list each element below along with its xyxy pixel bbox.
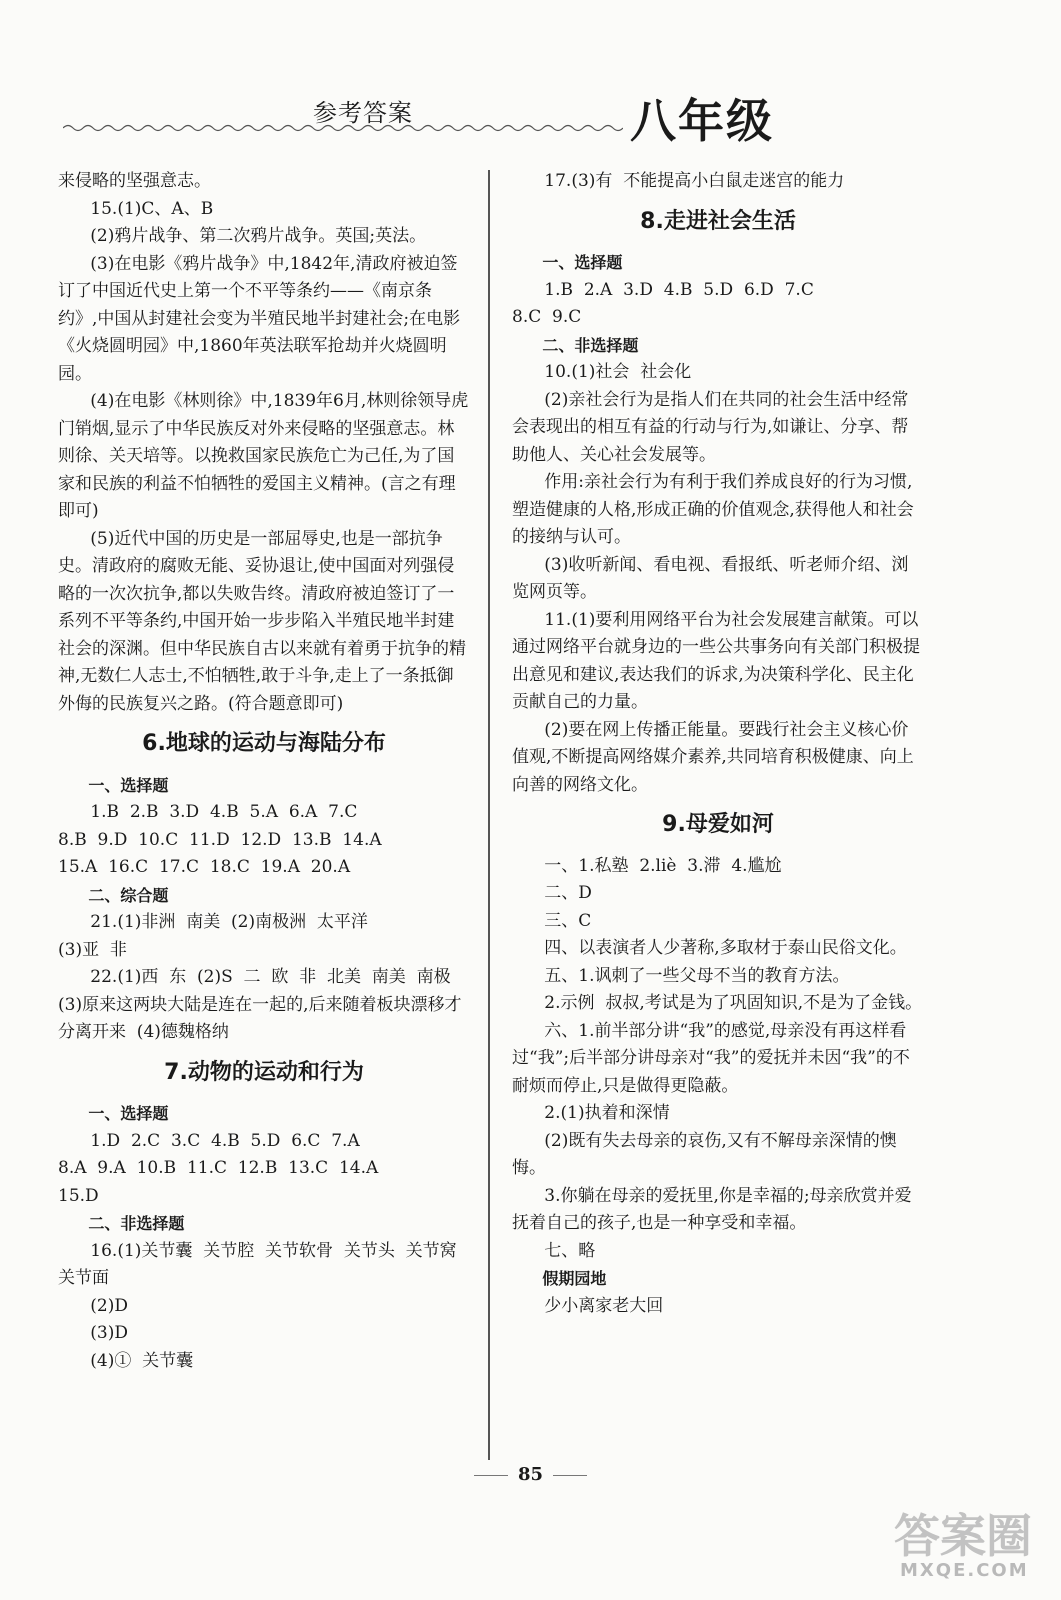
answer-line: 1.B 2.A 3.D 4.B 5.D 6.D 7.C xyxy=(544,279,814,300)
subsection-heading: 一、选择题 xyxy=(542,253,623,272)
answer-line: 10.(1)社会 社会化 xyxy=(544,362,692,382)
answer-line: 1.D 2.C 3.C 4.B 5.D 6.C 7.A xyxy=(90,1130,360,1151)
page-number-text: 85 xyxy=(517,1464,544,1485)
subsection-heading: 二、综合题 xyxy=(88,885,169,905)
answer-line: 8.B 9.D 10.C 11.D 12.D 13.B 14.A xyxy=(58,829,382,850)
answer-paragraph: (3)在电影《鸦片战争》中,1842年,清政府被迫签订了中国近代史上第一个不平等条约——《南京条约》,中国从封建社会变为半殖民地半封建社会;在电影《火烧圆明园》中,1860年英法联军抢劫并火烧圆明园。 xyxy=(58,253,461,384)
column-divider xyxy=(488,170,490,1460)
page-number-dash xyxy=(553,1475,587,1476)
section-title: 9.母爱如河 xyxy=(662,812,774,837)
page-header xyxy=(55,85,1005,155)
subsection-heading: 一、选择题 xyxy=(88,1104,169,1123)
subsection-heading: 二、非选择题 xyxy=(88,1214,185,1233)
section-title: 7.动物的运动和行为 xyxy=(164,1059,364,1085)
answer-line: (2)鸦片战争、第二次鸦片战争。英国;英法。 xyxy=(90,226,427,246)
answer-line: (2)D xyxy=(90,1295,129,1316)
answer-line: 8.A 9.A 10.B 11.C 12.B 13.C 14.A xyxy=(58,1158,379,1178)
answer-line: 8.C 9.C xyxy=(512,307,582,327)
answer-line: 少小离家老大回 xyxy=(544,1295,664,1316)
right-column xyxy=(512,168,924,1320)
answer-line: 2.(1)执着和深情 xyxy=(544,1103,670,1123)
answer-paragraph: (3)收听新闻、看电视、看报纸、听老师介绍、浏览网页等。 xyxy=(512,554,909,602)
answer-paragraph: 作用:亲社会行为有利于我们养成良好的行为习惯,塑造健康的人格,形成正确的价值观念,获得他人和社会的接纳与认可。 xyxy=(512,472,914,547)
answer-paragraph: 2.示例 叔叔,考试是为了巩固知识,不是为了金钱。 xyxy=(544,993,923,1013)
answer-paragraph: (2)既有失去母亲的哀伤,又有不解母亲深情的懊悔。 xyxy=(512,1130,897,1178)
answer-paragraph: (2)要在网上传播正能量。要践行社会主义核心价值观,不断提高网络媒介素养,共同培育积极健康、向上向善的网络文化。 xyxy=(512,719,914,795)
answer-line: (4)① 关节囊 xyxy=(90,1350,194,1371)
page-number-dash xyxy=(474,1475,508,1476)
answer-line: 15.A 16.C 17.C 18.C 19.A 20.A xyxy=(58,857,351,877)
answer-line: 七、略 xyxy=(544,1240,596,1261)
header-label: 参考答案 xyxy=(313,99,413,127)
answer-line: 五、1.讽刺了一些父母不当的教育方法。 xyxy=(544,965,850,986)
subsection-heading: 一、选择题 xyxy=(88,775,169,795)
answer-paragraph: 六、1.前半部分讲“我”的感觉,母亲没有再这样看过“我”;后半部分讲母亲对“我”的爱抚并未因“我”的不耐烦而停止,只是做得更隐蔽。 xyxy=(512,1020,910,1096)
answer-paragraph: 16.(1)关节囊 关节腔 关节软骨 关节头 关节窝 关节面 xyxy=(58,1240,468,1288)
answer-paragraph: 22.(1)西 东 (2)S 二 欧 非 北美 南美 南极 (3)原来这两块大陆是连在一起的,后来随着板块漂移才分离开来 (4)德魏格纳 xyxy=(58,967,462,1042)
answer-line: 1.B 2.B 3.D 4.B 5.A 6.A 7.C xyxy=(90,802,358,822)
left-column xyxy=(58,168,470,1375)
answer-line: 三、C xyxy=(544,910,592,931)
answer-paragraph: 3.你躺在母亲的爱抚里,你是幸福的;母亲欣赏并爱抚着自己的孩子,也是一种享受和幸福。 xyxy=(512,1185,912,1233)
answer-line: (3)亚 非 xyxy=(58,939,127,960)
watermark xyxy=(880,1500,1040,1590)
answer-line: 15.(1)C、A、B xyxy=(90,198,214,219)
watermark-domain: MXQE.COM xyxy=(900,1560,1029,1581)
answer-paragraph: (4)在电影《林则徐》中,1839年6月,林则徐领导虎门销烟,显示了中华民族反对外来侵略的坚强意志。林则徐、关天培等。以挽救国家民族危亡为己任,为了国家和民族的利益不怕牺牲的爱国主义精神。(言之有理即可) xyxy=(58,391,469,521)
answer-paragraph: 四、以表演者人少著称,多取材于泰山民俗文化。 xyxy=(544,938,907,958)
section-title: 8.走进社会生活 xyxy=(640,208,796,234)
answer-line: 17.(3)有 不能提高小白鼠走迷宫的能力 xyxy=(544,171,845,191)
answer-paragraph: 11.(1)要利用网络平台为社会发展建言献策。可以通过网络平台就身边的一些公共事务向有关部门积极提出意见和建议,表达我们的诉求,为决策科学化、民主化贡献自己的力量。 xyxy=(512,609,920,712)
answer-line: 二、D xyxy=(544,883,592,903)
answer-paragraph: (5)近代中国的历史是一部屈辱史,也是一部抗争史。清政府的腐败无能、妥协退让,使中国面对列强侵略的一次次抗争,都以失败告终。清政府被迫签订了一系列不平等条约,中国开始一步步陷入半殖民地半封建社会的深渊。但中华民族自古以来就有着勇于抗争的精神,无数仁人志士,不怕牺牲,敢于斗争,走上了一条抵御外侮的民族复兴之路。(符合题意即可) xyxy=(58,528,466,714)
answer-line: 21.(1)非洲 南美 (2)南极洲 太平洋 xyxy=(90,912,368,932)
header-grade: 八年级 xyxy=(630,94,774,148)
watermark-logo: 答案圈 xyxy=(894,1509,1032,1563)
answer-line: 一、1.私塾 2.liè 3.滞 4.尴尬 xyxy=(544,855,782,876)
section-title: 6.地球的运动与海陆分布 xyxy=(142,731,386,756)
subsection-heading: 假期园地 xyxy=(542,1269,607,1288)
answer-line: (3)D xyxy=(90,1323,129,1343)
answer-paragraph: (2)亲社会行为是指人们在共同的社会生活中经常会表现出的相互有益的行动与行为,如谦让、分享、帮助他人、关心社会发展等。 xyxy=(512,389,909,465)
subsection-heading: 二、非选择题 xyxy=(542,335,639,355)
page-number xyxy=(0,1464,1061,1485)
answer-line: 来侵略的坚强意志。 xyxy=(58,171,211,191)
answer-line: 15.D xyxy=(58,1185,99,1206)
